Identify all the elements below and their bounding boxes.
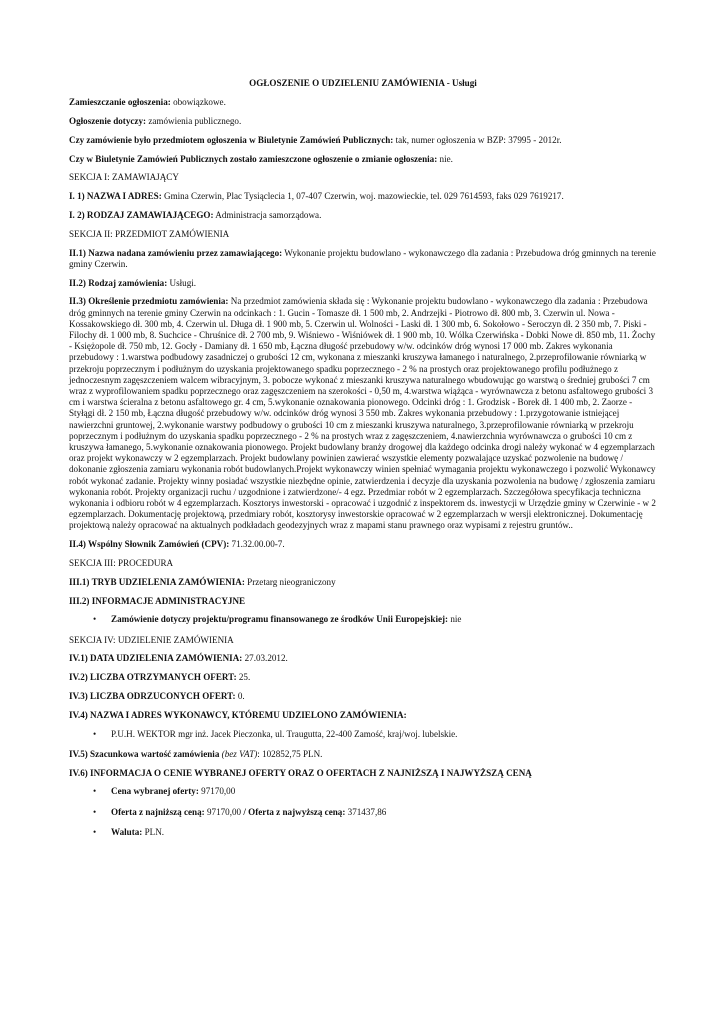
offers-received-label: IV.2) LICZBA OTRZYMANYCH OFERT: [69, 672, 237, 683]
contractor-list [69, 729, 657, 740]
subject-description [69, 296, 657, 531]
list-item [69, 786, 657, 797]
offers-received [69, 672, 657, 683]
contractor-heading [69, 710, 657, 721]
lowest-offer-value: 97170,00 [206, 806, 242, 817]
posting-type-label: Zamieszczanie ogłoszenia: [69, 97, 171, 108]
list-item [69, 614, 657, 625]
offer-separator: / [241, 806, 249, 817]
bulletin-notice-label: Czy zamówienie było przedmiotem ogłoszenia w Biuletynie Zamówień Publicznych: [69, 134, 394, 145]
name-address-value: Gmina Czerwin, Plac Tysiąclecia 1, 07-407 Czerwin, woj. mazowieckie, tel. 029 7614593, faks 029 7619217. [164, 191, 564, 202]
currency-label: Waluta: [111, 826, 143, 837]
award-date-value: 27.03.2012. [244, 653, 288, 664]
notice-concerns-label: Ogłoszenie dotyczy: [69, 116, 147, 126]
award-date-label: IV.1) DATA UDZIELENIA ZAMÓWIENIA: [69, 653, 243, 664]
contractor-heading-label: IV.4) NAZWA I ADRES WYKONAWCY, KTÓREMU UDZIELONO ZAMÓWIENIA: [69, 709, 407, 720]
contract-kind-value: Usługi. [169, 277, 197, 288]
subject-description-label: II.3) Określenie przedmiotu zamówienia: [69, 296, 229, 307]
subject-description-value: Na przedmiot zamówienia składa się : Wykonanie projektu budowlano - wykonawczego dla zadania : Przebudowa dróg gminnych na terenie gminy Czerwin na odcinkach : 1. Gucin - Tomasze dł. 1 500 mb, 2. Andrzejki - Piotrowo dł. 800 mb, 3. Czerwin ul. Nowa - Kossakowskiego dł. 300 mb, 4. Czerwin ul. Długa dł. 1 900 mb, 5. Czerwin ul. Wolności - Laski dł. 1 300 mb, 6. Sokołowo - Seroczyn dł. 2 350 mb, 7. Piski - Filochy dł. 1 000 mb, 8. Suchcice - Chruśnice dł. 2 700 mb, 9. Wiśniewo - Wiśniówek dł. 1 900 mb, 10. Wólka Czerwińska - Dobki Nowe dł. 850 mb, 11. Żochy - Księżopole dł. 750 mb, 12. Gocły - Damiany dł. 1 650 mb, Łączna długość przebudowy w/w. odcinków dróg wynosi 17 000 mb. Zakres wykonania przebudowy : 1.warstwa podbudowy zasadniczej o grubości 12 cm, wykonana z mieszanki kruszywa łamanego i naturalnego, 2.przeprofilowanie równiarką w przekroju poprzecznym i podłużnym do uzyskania projektowanego spadku poprzecznego - 2 % na prostych oraz projektowanego profilu podłużnego z jednoczesnym zagęszczeniem walcem wibracyjnym, 3. pobocze wykonać z mieszanki kruszywa naturalnego wbudowując go warstwą o średniej grubości 7 cm wraz z wyprofilowaniem spadku poprzecznego oraz zagęszczeniem na szerokości - 0,50 m, 4.warstwa wiążąca - wyrównawcza z betonu asfaltowego grubości 3 cm i warstwa ścieralna z betonu asfaltowego gr. 4 cm, 5.wykonanie oznakowania pionowego. Odcinki dróg : 1. Grodzisk - Borek dł. 1 400 mb, 2. Zaorze - Styłągi dł. 2 150 mb, Łączna długość przebudowy w/w. odcinków dróg wynosi 3 550 mb. Zakres wykonania przebudowy : 1.przygotowanie istniejącej nawierzchni gruntowej, 2.wykonanie warstwy podbudowy o grubości 10 cm z mieszanki kruszywa naturalnego, 3.przeprofilowanie równiarką w przekroju poprzecznym i podłużnym do uzyskania spadku poprzecznego - 2 % na prostych wraz z zagęszczeniem, 4.nawierzchnia wyrównawcza o grubości 10 cm z kruszywa łamanego, 5.wykonanie oznakowania pionowego. Projekt budowlany branży drogowej dla każdego odcinka drogi należy wykonać w 4 egzemplarzach oraz projekt wykonawczy w 2 egzemplarzach. Projekt budowlany powinien zawierać wszystkie elementy pozwalające uzyskać pozwolenie na budowę / dokonanie zgłoszenia zamiaru wykonania robót budowlanych.Projekt wykonawczy winien spełniać wymagania projektu wykonawczego i pozwolić Wykonawcy robót wykonać zadanie. Projekty winny posiadać wszystkie niezbędne opinie, zatwierdzenia i decyzje dla uzyskania pozwolenia na budowę / zgłoszenia zamiaru wykonania robót. Projekty organizacji ruchu / uzgodnione i zatwierdzone/- 4 egz. Przedmiar robót w 2 egzemplarzach. Szczegółowa specyfikacja techniczna wykonania i odbioru robót w 4 egzemplarzach. Kosztorys inwestorski - opracować i uzgodnić z inspektorem ds. inwestycji w Urzędzie gminy w Czerwinie - w 2 egzemplarzach. Dokumentację projektową, przedmiary robót, kosztorysy inwestorskie opracować w 2 egzemplarzach w wersji elektronicznej. Dokumentację projektową należy opracować na aktualnych podkładach geodezyjnych wraz z mapami stanu prawnego oraz wypisami z rejestru gruntów.. [69, 296, 656, 531]
cpv-code-value: 71.32.00.00-7. [231, 539, 285, 550]
document-page [69, 78, 657, 847]
list-item [69, 827, 657, 838]
currency-value: PLN. [144, 826, 165, 837]
lowest-offer-label: Oferta z najniższą ceną: [111, 806, 205, 817]
bullet-icon: • [93, 806, 97, 817]
price-info-heading-label: IV.6) INFORMACJA O CENIE WYBRANEJ OFERTY ORAZ O OFERTACH Z NAJNIŻSZĄ I NAJWYŻSZĄ CENĄ [69, 767, 532, 778]
offers-rejected-label: IV.3) LICZBA ODRZUCONYCH OFERT: [69, 691, 236, 702]
award-date [69, 653, 657, 664]
list-item [69, 807, 657, 818]
notice-concerns [69, 116, 657, 127]
administrative-info [69, 596, 657, 607]
highest-offer-value: 371437,86 [347, 806, 387, 817]
estimated-value-amount: : 102852,75 PLN. [257, 748, 323, 759]
offers-rejected-value: 0. [237, 691, 245, 702]
contract-name-label: II.1) Nazwa nadana zamówieniu przez zamawiającego: [69, 247, 283, 258]
highest-offer-label: Oferta z najwyższą ceną: [248, 806, 346, 817]
posting-type-value: obowiązkowe. [173, 97, 226, 108]
bulletin-change-value: nie. [439, 153, 453, 164]
section-1-heading: SEKCJA I: ZAMAWIAJĄCY [69, 172, 179, 183]
cpv-code [69, 539, 657, 550]
contractor-value: P.U.H. WEKTOR mgr inż. Jacek Pieczonka, ul. Traugutta, 22-400 Zamość, kraj/woj. lubelskie. [111, 728, 458, 739]
contract-kind-label: II.2) Rodzaj zamówienia: [69, 277, 168, 288]
price-list [69, 786, 657, 838]
estimated-value [69, 749, 657, 760]
offers-rejected [69, 691, 657, 702]
name-address-label: I. 1) NAZWA I ADRES: [69, 191, 162, 202]
contracting-type-value: Administracja samorządowa. [215, 209, 322, 220]
contract-kind [69, 278, 657, 289]
contracting-type [69, 210, 657, 221]
estimated-value-label: IV.5) Szacunkowa wartość zamówienia [69, 748, 220, 759]
bullet-icon: • [93, 826, 97, 837]
bulletin-notice [69, 135, 657, 146]
procedure-mode [69, 577, 657, 588]
estimated-value-note: (bez VAT) [221, 748, 258, 759]
contract-name [69, 248, 657, 270]
eu-funding-label: Zamówienie dotyczy projektu/programu finansowanego ze środków Unii Europejskiej: [111, 614, 449, 625]
procedure-mode-label: III.1) TRYB UDZIELENIA ZAMÓWIENIA: [69, 576, 245, 587]
bullet-icon: • [93, 614, 97, 625]
section-2-heading: SEKCJA II: PRZEDMIOT ZAMÓWIENIA [69, 228, 230, 239]
bulletin-change [69, 154, 657, 165]
section-3-heading: SEKCJA III: PROCEDURA [69, 558, 174, 569]
selected-price-label: Cena wybranej oferty: [111, 786, 199, 797]
posting-type [69, 97, 657, 108]
contract-name-value: Wykonanie projektu budowlano - wykonawczego dla zadania : Przebudowa dróg gminnych na terenie gminy Czerwin. [69, 247, 656, 269]
procedure-mode-value: Przetarg nieograniczony [247, 576, 336, 587]
name-address [69, 191, 657, 202]
document-title: OGŁOSZENIE O UDZIELENIU ZAMÓWIENIA - Usługi [249, 78, 477, 88]
bulletin-notice-value: tak, numer ogłoszenia w BZP: 37995 - 2012r. [395, 134, 562, 145]
contracting-type-label: I. 2) RODZAJ ZAMAWIAJĄCEGO: [69, 209, 214, 220]
offers-received-value: 25. [238, 672, 251, 683]
section-4-heading: SEKCJA IV: UDZIELENIE ZAMÓWIENIA [69, 634, 234, 645]
bullet-icon: • [93, 786, 97, 797]
cpv-code-label: II.4) Wspólny Słownik Zamówień (CPV): [69, 539, 230, 550]
eu-funding-list [69, 614, 657, 625]
bulletin-change-label: Czy w Biuletynie Zamówień Publicznych zostało zamieszczone ogłoszenie o zmianie ogłoszenia: [69, 153, 438, 164]
price-info-heading [69, 768, 657, 779]
administrative-info-label: III.2) INFORMACJE ADMINISTRACYJNE [69, 595, 246, 606]
bullet-icon: • [93, 728, 97, 739]
list-item [69, 729, 657, 740]
notice-concerns-value: zamówienia publicznego. [148, 116, 242, 126]
selected-price-value: 97170,00 [201, 786, 236, 797]
eu-funding-value: nie [450, 614, 462, 625]
